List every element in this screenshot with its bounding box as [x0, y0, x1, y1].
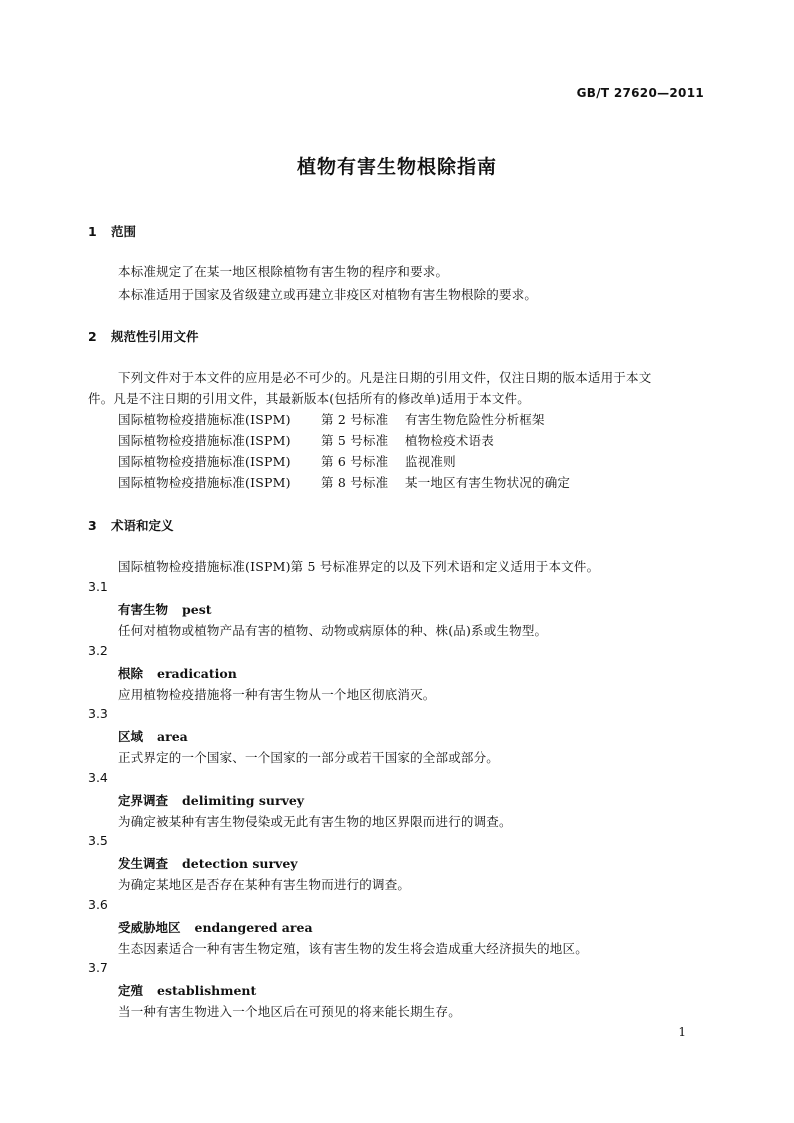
section-heading: [88, 327, 199, 345]
reference-item: [118, 431, 494, 449]
page-number: 1: [678, 1025, 686, 1039]
section-title: 范围: [111, 224, 137, 239]
term-zh: 区域: [118, 729, 144, 744]
term-zh: 受威胁地区: [118, 920, 181, 935]
reference-name: 某一地区有害生物状况的确定: [405, 475, 571, 490]
section-number: 3: [88, 518, 97, 533]
reference-std: 第 6 号标准: [321, 454, 389, 469]
term-en: pest: [182, 602, 212, 617]
section-heading: [88, 222, 136, 240]
term-en: area: [157, 729, 188, 744]
term-definition: 为确定被某种有害生物侵染或无此有害生物的地区界限而进行的调查。: [118, 814, 512, 829]
paragraph: 件。凡是不注日期的引用文件，其最新版本(包括所有的修改单)适用于本文件。: [88, 391, 530, 406]
reference-std: 第 2 号标准: [321, 412, 389, 427]
reference-item: [118, 473, 570, 491]
term-definition: 正式界定的一个国家、一个国家的一部分或若干国家的全部或部分。: [118, 750, 500, 765]
term-heading: [118, 664, 237, 682]
reference-item: [118, 410, 545, 428]
term-definition: 任何对植物或植物产品有害的植物、动物或病原体的种、株(品)系或生物型。: [118, 623, 548, 638]
paragraph: 本标准规定了在某一地区根除植物有害生物的程序和要求。: [118, 264, 449, 279]
term-definition: 生态因素适合一种有害生物定殖，该有害生物的发生将会造成重大经济损失的地区。: [118, 941, 588, 956]
term-zh: 定殖: [118, 983, 144, 998]
term-number: 3.5: [88, 833, 108, 848]
paragraph: 下列文件对于本文件的应用是必不可少的。凡是注日期的引用文件，仅注日期的版本适用于本文: [118, 370, 652, 385]
term-definition: 当一种有害生物进入一个地区后在可预见的将来能长期生存。: [118, 1004, 461, 1019]
term-number: 3.4: [88, 770, 108, 785]
reference-doc: 国际植物检疫措施标准(ISPM): [118, 412, 291, 427]
reference-name: 有害生物危险性分析框架: [405, 412, 545, 427]
section-title: 术语和定义: [111, 518, 174, 533]
term-heading: [118, 918, 313, 936]
section-title: 规范性引用文件: [111, 329, 199, 344]
term-number: 3.3: [88, 706, 108, 721]
section-heading: [88, 516, 174, 534]
page-title: 植物有害生物根除指南: [296, 156, 497, 178]
term-heading: [118, 854, 298, 872]
term-number: 3.2: [88, 643, 108, 658]
term-heading: [118, 600, 212, 618]
term-number: 3.6: [88, 897, 108, 912]
term-zh: 根除: [118, 666, 144, 681]
term-heading: [118, 791, 304, 809]
reference-name: 植物检疫术语表: [405, 433, 494, 448]
term-en: detection survey: [182, 856, 298, 871]
term-zh: 有害生物: [118, 602, 169, 617]
term-definition: 应用植物检疫措施将一种有害生物从一个地区彻底消灭。: [118, 687, 436, 702]
reference-name: 监视准则: [405, 454, 456, 469]
paragraph: 国际植物检疫措施标准(ISPM)第 5 号标准界定的以及下列术语和定义适用于本文件。: [118, 559, 600, 574]
reference-std: 第 8 号标准: [321, 475, 389, 490]
term-heading: [118, 981, 256, 999]
reference-doc: 国际植物检疫措施标准(ISPM): [118, 475, 291, 490]
standard-code: GB/T 27620—2011: [576, 86, 704, 100]
section-number: 1: [88, 224, 97, 239]
term-definition: 为确定某地区是否存在某种有害生物而进行的调查。: [118, 877, 411, 892]
paragraph: 本标准适用于国家及省级建立或再建立非疫区对植物有害生物根除的要求。: [118, 287, 538, 302]
term-en: endangered area: [194, 920, 313, 935]
reference-std: 第 5 号标准: [321, 433, 389, 448]
term-en: eradication: [157, 666, 237, 681]
reference-item: [118, 452, 456, 470]
term-zh: 发生调查: [118, 856, 169, 871]
term-number: 3.1: [88, 579, 108, 594]
reference-doc: 国际植物检疫措施标准(ISPM): [118, 433, 291, 448]
term-zh: 定界调查: [118, 793, 169, 808]
term-en: establishment: [157, 983, 257, 998]
term-en: delimiting survey: [182, 793, 305, 808]
term-number: 3.7: [88, 960, 108, 975]
reference-doc: 国际植物检疫措施标准(ISPM): [118, 454, 291, 469]
section-number: 2: [88, 329, 97, 344]
term-heading: [118, 727, 188, 745]
